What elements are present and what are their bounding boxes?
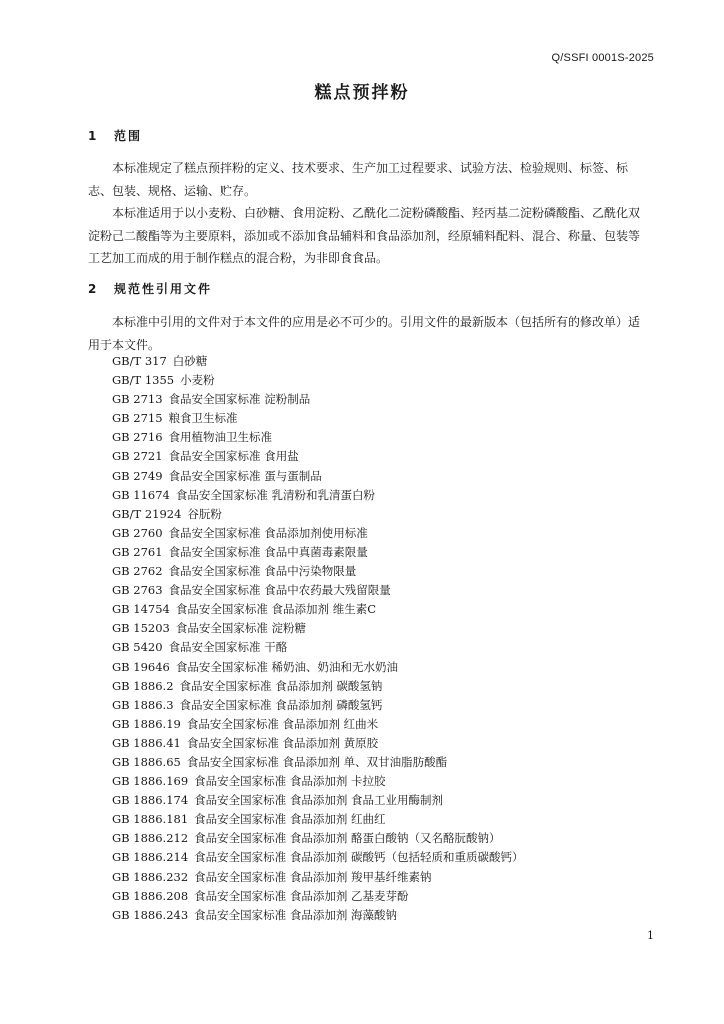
reference-title: 食品安全国家标准 食品中污染物限量 [168,564,357,579]
reference-title: 食品安全国家标准 淀粉制品 [168,392,311,407]
reference-title: 食品安全国家标准 食品添加剂使用标准 [168,525,368,540]
reference-code: GB 2762 [112,564,163,579]
reference-title: 食品安全国家标准 食品添加剂 碳酸钙（包括轻质和重质碳酸钙） [194,850,524,865]
reference-item [112,390,523,409]
reference-title: 食品安全国家标准 食品添加剂 乙基麦芽酚 [194,888,409,903]
reference-title: 食品安全国家标准 食品添加剂 羧甲基纤维素钠 [194,869,432,884]
reference-code: GB 1886.2 [112,678,174,693]
reference-code: GB 14754 [112,602,170,617]
reference-title: 食品安全国家标准 食品添加剂 海藻酸钠 [194,907,397,922]
reference-item [112,524,523,543]
reference-code: GB 1886.65 [112,754,181,769]
reference-item [112,829,523,848]
reference-item [112,677,523,696]
reference-code: GB 2713 [112,392,163,407]
reference-title: 小麦粉 [180,373,215,388]
reference-title: 食品安全国家标准 食品添加剂 碳酸氢钠 [179,678,383,693]
reference-code: GB 2749 [112,468,163,483]
reference-item [112,638,523,657]
reference-code: GB/T 1355 [112,373,175,388]
reference-title: 食品安全国家标准 食品添加剂 卡拉胶 [194,774,386,789]
reference-item [112,887,523,906]
reference-code: GB 1886.212 [112,831,189,846]
reference-code: GB 2721 [112,449,163,464]
section-1-heading [88,127,142,144]
reference-title: 食品安全国家标准 蛋与蛋制品 [168,468,322,483]
reference-title: 食品安全国家标准 食品添加剂 维生素C [175,602,376,617]
reference-title: 食品安全国家标准 干酪 [168,640,288,655]
reference-code: GB 1886.41 [112,735,181,750]
reference-item [112,619,523,638]
reference-code: GB 15203 [112,621,170,636]
reference-item [112,810,523,829]
reference-title: 食品安全国家标准 食品中真菌毒素限量 [168,544,368,559]
reference-item [112,581,523,600]
reference-code: GB 1886.232 [112,869,189,884]
reference-title: 食品安全国家标准 食品添加剂 黄原胶 [186,735,379,750]
section-1-title: 范围 [114,129,143,143]
reference-title: 白砂糖 [172,354,208,368]
reference-code: GB 1886.181 [112,812,189,827]
reference-code: GB 2761 [112,544,163,559]
reference-code: GB 2760 [112,525,163,540]
reference-item [112,848,523,867]
reference-title: 食品安全国家标准 食品添加剂 单、双甘油脂肪酸酯 [186,754,448,769]
reference-item [112,467,523,486]
references-intro: 本标准中引用的文件对于本文件的应用是必不可少的。引用文件的最新版本（包括所有的修改单）适用于本文件。 [88,315,641,352]
reference-code: GB 1886.3 [112,697,174,712]
reference-code: GB 1886.174 [112,793,189,808]
page-number: 1 [647,929,654,942]
standard-code: Q/SSFI 0001S-2025 [551,52,654,64]
reference-code: GB 1886.243 [112,907,189,922]
reference-code: GB 1886.19 [112,716,181,731]
reference-title: 食用植物油卫生标准 [168,430,273,445]
reference-item [112,352,523,371]
reference-list [112,352,523,925]
reference-title: 食品安全国家标准 食品添加剂 酪蛋白酸钠（又名酪朊酸钠） [194,831,501,846]
reference-item [112,562,523,581]
reference-code: GB 19646 [112,659,170,674]
reference-title: 食品安全国家标准 食品添加剂 红曲米 [186,716,379,731]
reference-code: GB 2763 [112,583,163,598]
reference-item [112,428,523,447]
reference-item [112,791,523,810]
reference-item [112,772,523,791]
reference-code: GB 2716 [112,430,163,445]
reference-item [112,906,523,925]
scope-paragraph-1: 本标准规定了糕点预拌粉的定义、技术要求、生产加工过程要求、试验方法、检验规则、标签、标志、包装、规格、运输、贮存。 [88,161,629,198]
reference-item [112,486,523,505]
reference-title: 食品安全国家标准 淀粉糖 [175,621,307,636]
reference-code: GB 2715 [112,411,163,426]
reference-item [112,505,523,524]
reference-item [112,868,523,887]
reference-code: GB/T 21924 [112,506,182,521]
reference-title: 食品安全国家标准 食用盐 [168,449,299,464]
reference-title: 食品安全国家标准 乳清粉和乳清蛋白粉 [175,487,376,502]
reference-item [112,715,523,734]
reference-item [112,696,523,715]
section-2-title: 规范性引用文件 [114,282,213,296]
reference-code: GB/T 317 [112,354,167,368]
reference-code: GB 11674 [112,487,170,502]
reference-item [112,543,523,562]
reference-item [112,734,523,753]
reference-title: 食品安全国家标准 食品添加剂 红曲红 [194,812,386,827]
reference-title: 食品安全国家标准 稀奶油、奶油和无水奶油 [175,659,399,674]
reference-item [112,409,523,428]
reference-item [112,658,523,677]
section-2-number: 2 [88,282,97,296]
section-2-heading [88,280,212,297]
section-1-number: 1 [88,129,97,143]
reference-title: 食品安全国家标准 食品添加剂 磷酸氢钙 [179,697,383,712]
reference-item [112,600,523,619]
scope-paragraph-2: 本标准适用于以小麦粉、白砂糖、食用淀粉、乙酰化二淀粉磷酸酯、羟丙基二淀粉磷酸酯、乙酰化双淀粉己二酸酯等为主要原料，添加或不添加食品辅料和食品添加剂，经原辅料配料、混合、称量、包装等工艺加工而成的用于制作糕点的混合粉，为非即食食品。 [88,206,641,265]
reference-title: 食品安全国家标准 食品添加剂 食品工业用酶制剂 [194,793,443,808]
reference-code: GB 1886.208 [112,888,189,903]
reference-title: 食品安全国家标准 食品中农药最大残留限量 [168,583,391,598]
reference-title: 粮食卫生标准 [168,411,238,426]
reference-code: GB 1886.169 [112,774,189,789]
reference-title: 谷朊粉 [187,506,222,521]
reference-item [112,371,523,390]
reference-item [112,447,523,466]
reference-code: GB 5420 [112,640,163,655]
document-title: 糕点预拌粉 [314,83,410,103]
reference-code: GB 1886.214 [112,850,189,865]
reference-item [112,753,523,772]
